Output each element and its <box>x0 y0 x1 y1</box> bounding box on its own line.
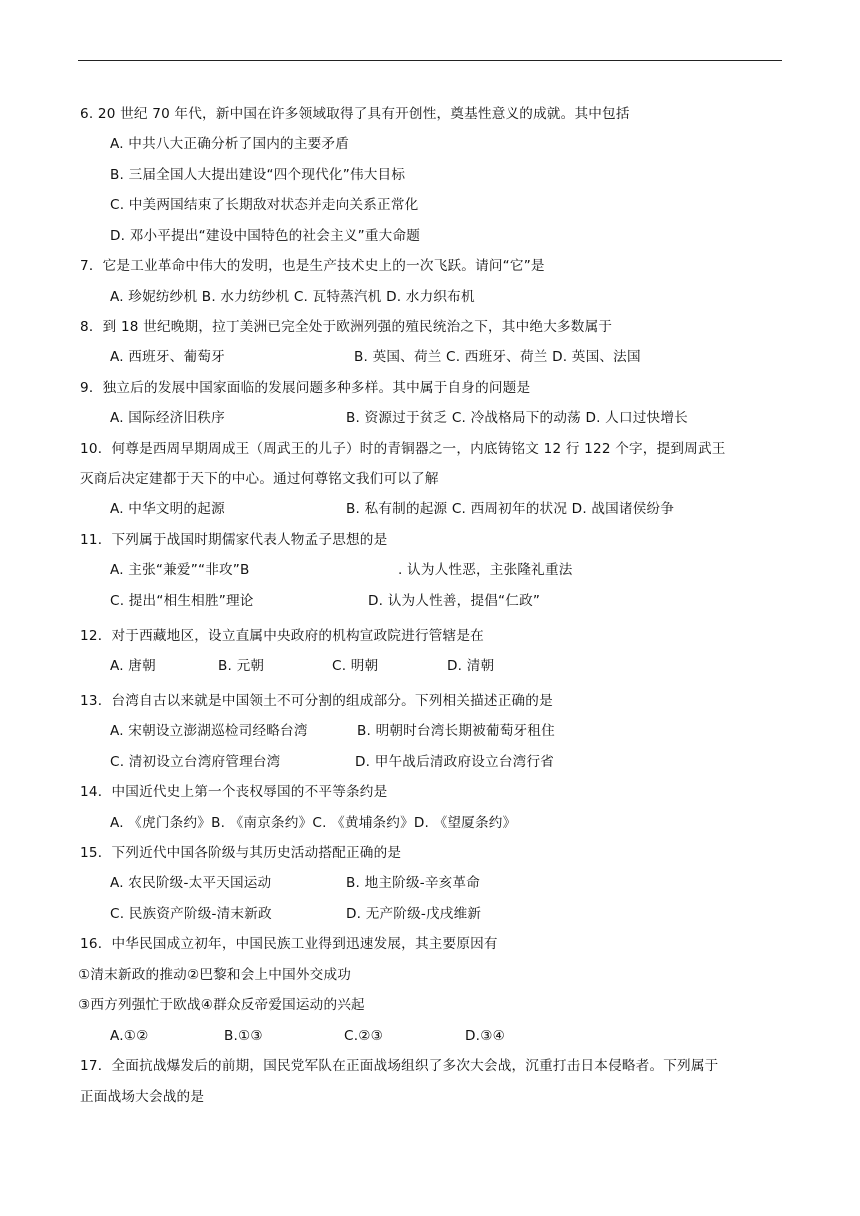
question-16-option-b: B.①③ <box>224 1028 263 1044</box>
question-13-option-c: C. 清初设立台湾府管理台湾 <box>110 754 281 770</box>
question-12-option-c: C. 明朝 <box>332 658 379 674</box>
question-11-option-b: . 认为人性恶，主张隆礼重法 <box>398 562 573 578</box>
question-6-stem: 6. 20 世纪 70 年代，新中国在许多领域取得了具有开创性，奠基性意义的成就。其中包括 <box>80 106 630 122</box>
question-11-option-d: D. 认为人性善，提倡“仁政” <box>368 593 541 609</box>
question-11-option-a: A. 主张“兼爱”“非攻”B <box>110 562 250 578</box>
question-15-option-a: A. 农民阶级-太平天国运动 <box>110 875 272 891</box>
question-11-stem: 11．下列属于战国时期儒家代表人物孟子思想的是 <box>80 532 388 548</box>
question-12-stem: 12．对于西藏地区，设立直属中央政府的机构宣政院进行管辖是在 <box>80 628 484 644</box>
question-13-option-a: A. 宋朝设立澎湖巡检司经略台湾 <box>110 723 308 739</box>
question-7-stem: 7．它是工业革命中伟大的发明，也是生产技术史上的一次飞跃。请问“它”是 <box>80 258 545 274</box>
question-16-items-1-2: ①清末新政的推动②巴黎和会上中国外交成功 <box>78 967 352 983</box>
question-15-option-c: C. 民族资产阶级-清末新政 <box>110 906 272 922</box>
question-9-options-bcd: B. 资源过于贫乏 C. 冷战格局下的动荡 D. 人口过快增长 <box>346 410 688 426</box>
question-16-option-a: A.①② <box>110 1028 149 1044</box>
question-8-stem: 8．到 18 世纪晚期，拉丁美洲已完全处于欧洲列强的殖民统治之下，其中绝大多数属于 <box>80 319 613 335</box>
question-13-option-d: D. 甲午战后清政府设立台湾行省 <box>355 754 555 770</box>
header-rule <box>78 60 782 61</box>
question-16-stem: 16．中华民国成立初年，中国民族工业得到迅速发展，其主要原因有 <box>80 936 498 952</box>
question-14-stem: 14．中国近代史上第一个丧权辱国的不平等条约是 <box>80 784 388 800</box>
question-10-options-bcd: B. 私有制的起源 C. 西周初年的状况 D. 战国诸侯纷争 <box>346 501 675 517</box>
question-15-option-b: B. 地主阶级-辛亥革命 <box>346 875 481 891</box>
question-6-option-d: D. 邓小平提出“建设中国特色的社会主义”重大命题 <box>110 228 421 244</box>
question-12-option-b: B. 元朝 <box>218 658 265 674</box>
question-16-option-c: C.②③ <box>344 1028 383 1044</box>
question-10-stem-line2: 灭商后决定建都于天下的中心。通过何尊铭文我们可以了解 <box>80 471 439 487</box>
question-17-stem-line2: 正面战场大会战的是 <box>80 1089 205 1105</box>
question-9-option-a: A. 国际经济旧秩序 <box>110 410 225 426</box>
question-13-stem: 13．台湾自古以来就是中国领土不可分割的组成部分。下列相关描述正确的是 <box>80 693 553 709</box>
question-17-stem-line1: 17．全面抗战爆发后的前期，国民党军队在正面战场组织了多次大会战，沉重打击日本侵略者。下列属于 <box>80 1058 719 1074</box>
question-12-option-d: D. 清朝 <box>447 658 495 674</box>
question-9-stem: 9．独立后的发展中国家面临的发展问题多种多样。其中属于自身的问题是 <box>80 380 531 396</box>
question-7-options: A. 珍妮纺纱机 B. 水力纺纱机 C. 瓦特蒸汽机 D. 水力织布机 <box>110 289 475 305</box>
question-10-stem-line1: 10．何尊是西周早期周成王（周武王的儿子）时的青铜器之一，内底铸铭文 12 行 122 个字，提到周武王 <box>80 441 726 457</box>
question-15-option-d: D. 无产阶级-戊戌维新 <box>346 906 482 922</box>
question-11-option-c: C. 提出“相生相胜”理论 <box>110 593 254 609</box>
question-12-option-a: A. 唐朝 <box>110 658 156 674</box>
question-6-option-c: C. 中美两国结束了长期敌对状态并走向关系正常化 <box>110 197 419 213</box>
question-8-option-a: A. 西班牙、葡萄牙 <box>110 349 225 365</box>
question-10-option-a: A. 中华文明的起源 <box>110 501 225 517</box>
question-13-option-b: B. 明朝时台湾长期被葡萄牙租住 <box>357 723 555 739</box>
question-6-option-b: B. 三届全国人大提出建设“四个现代化”伟大目标 <box>110 167 406 183</box>
question-14-options: A. 《虎门条约》B. 《南京条约》C. 《黄埔条约》D. 《望厦条约》 <box>110 815 517 831</box>
question-16-option-d: D.③④ <box>465 1028 505 1044</box>
question-6-option-a: A. 中共八大正确分析了国内的主要矛盾 <box>110 136 350 152</box>
question-8-options-bcd: B. 英国、荷兰 C. 西班牙、荷兰 D. 英国、法国 <box>354 349 641 365</box>
question-16-items-3-4: ③西方列强忙于欧战④群众反帝爱国运动的兴起 <box>78 997 365 1013</box>
question-15-stem: 15．下列近代中国各阶级与其历史活动搭配正确的是 <box>80 845 402 861</box>
